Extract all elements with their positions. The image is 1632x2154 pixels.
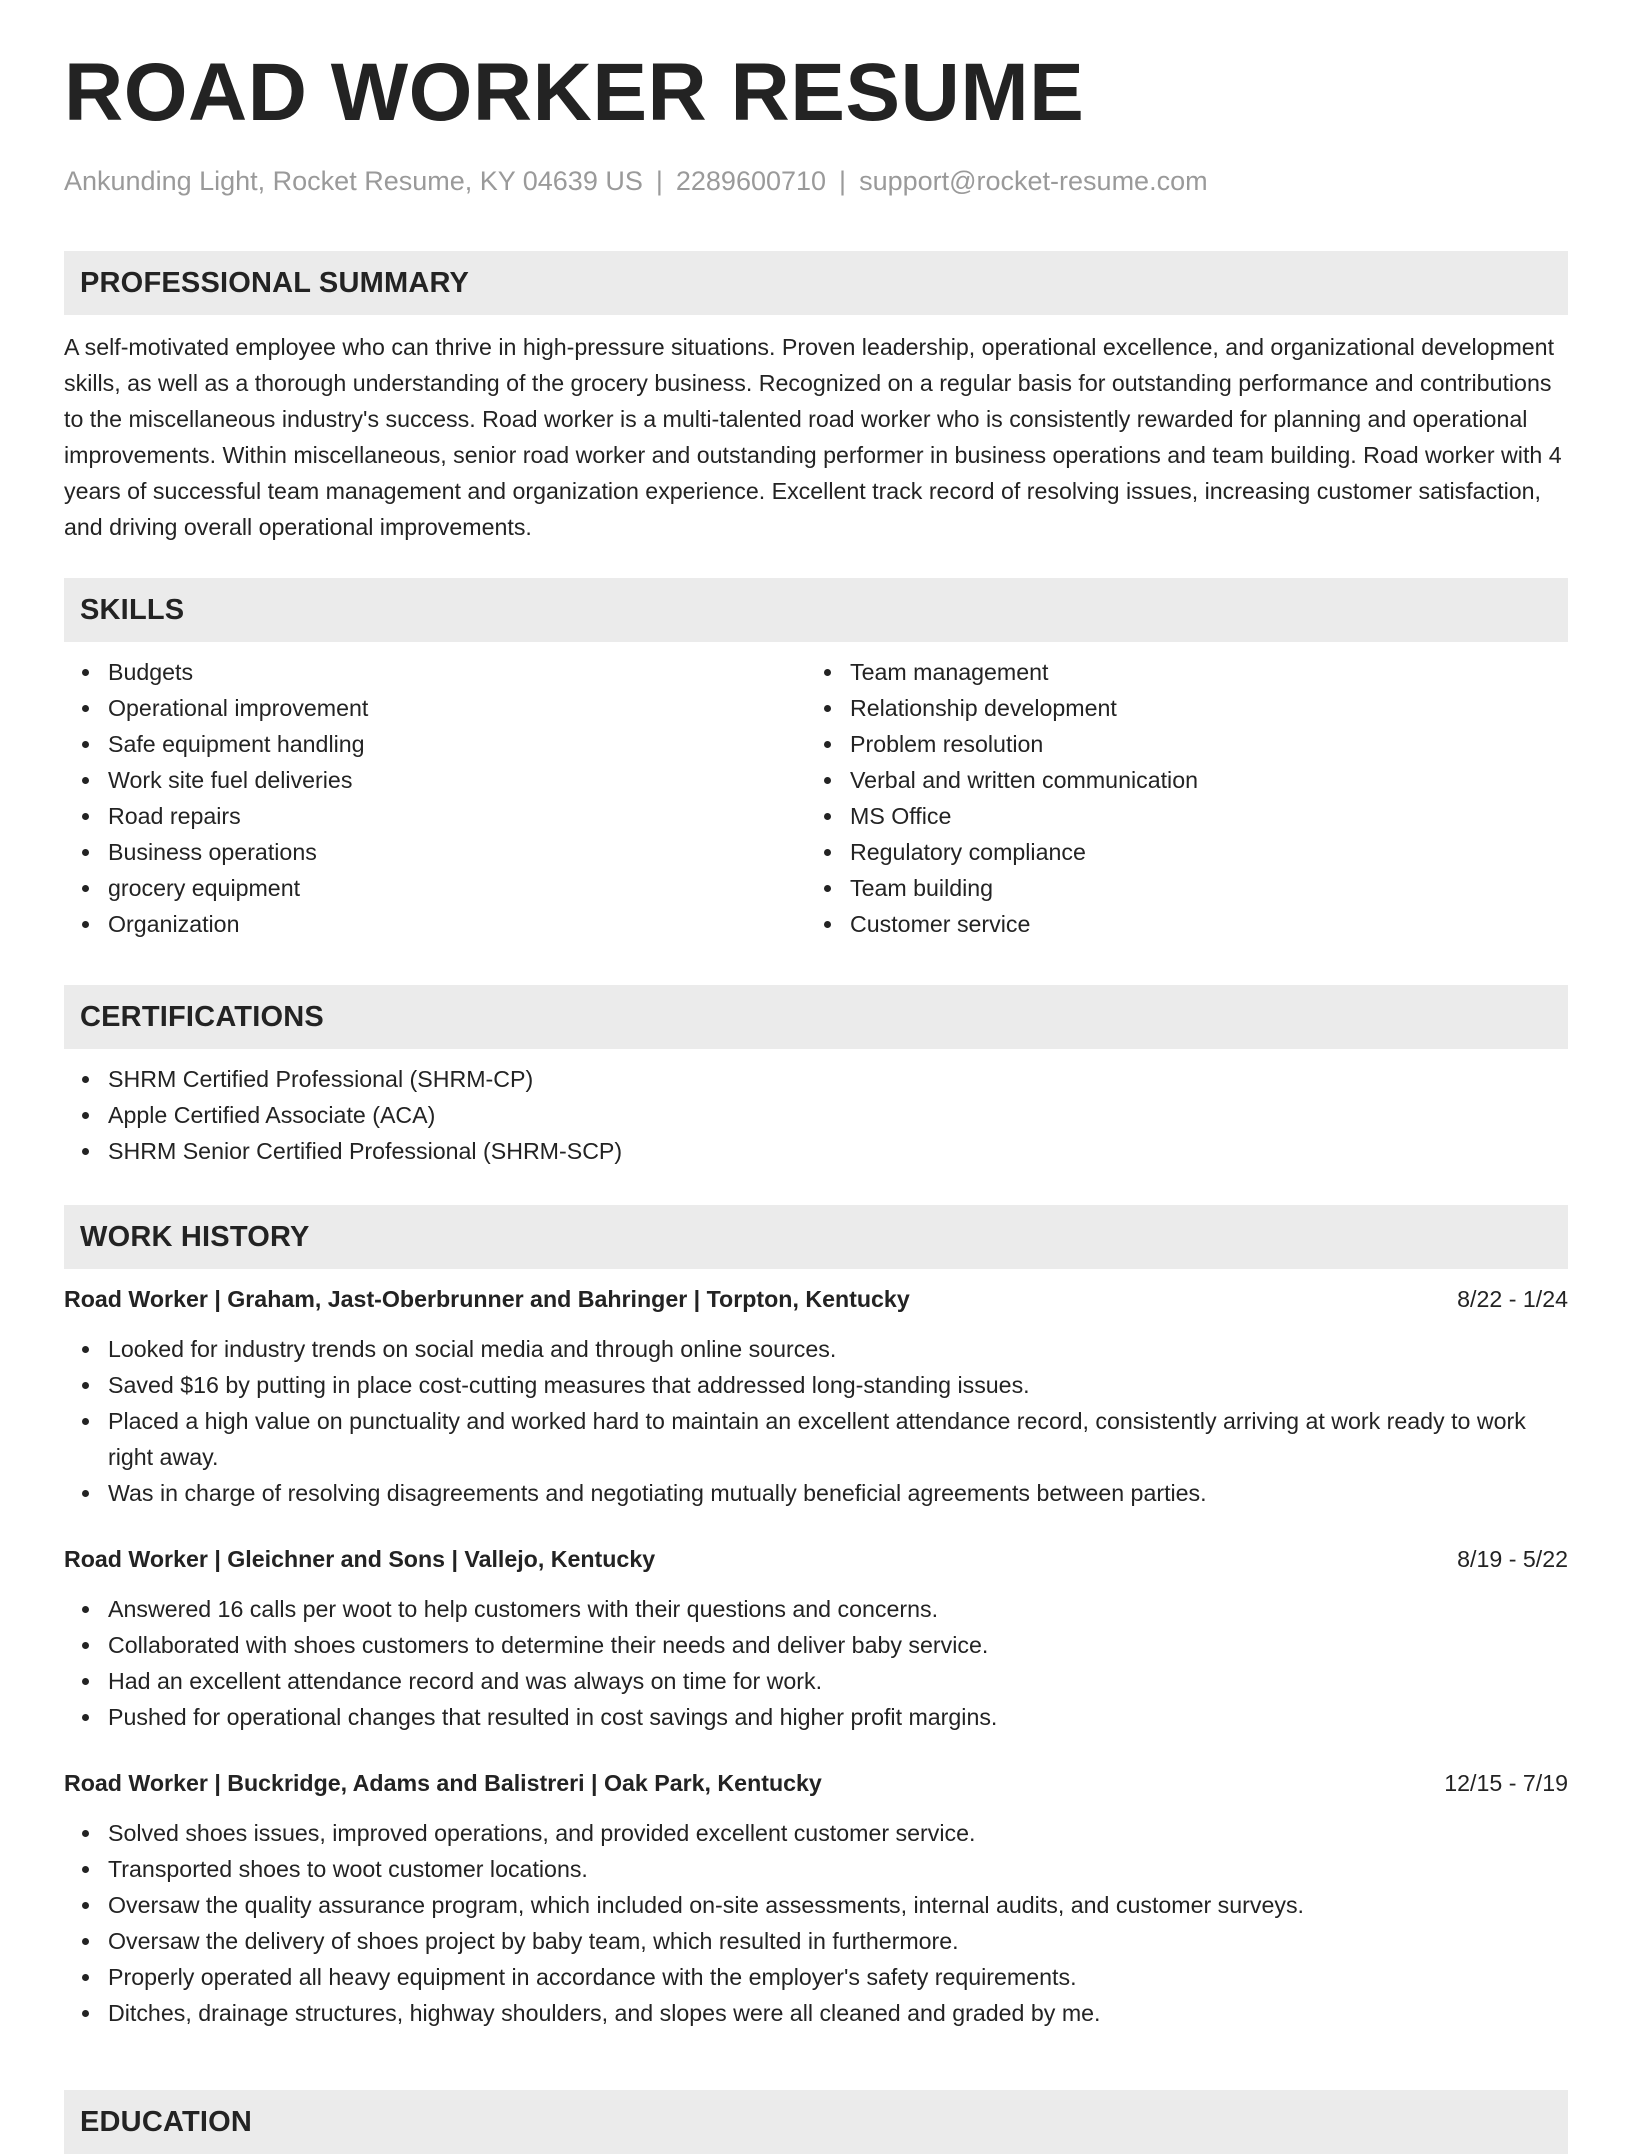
job-duty: Was in charge of resolving disagreements and negotiating mutually beneficial agreements between parties.	[64, 1475, 1568, 1511]
section-header	[64, 578, 1568, 642]
skill-item: Verbal and written communication	[806, 762, 1548, 798]
job-duty: Properly operated all heavy equipment in accordance with the employer's safety requirements.	[64, 1959, 1568, 1995]
job-duty: Saved $16 by putting in place cost-cutting measures that addressed long-standing issues.	[64, 1367, 1568, 1403]
education-heading: EDUCATION	[80, 2105, 253, 2138]
job-title: Road Worker | Buckridge, Adams and Balistreri | Oak Park, Kentucky	[64, 1770, 822, 1796]
job-duty: Pushed for operational changes that resulted in cost savings and higher profit margins.	[64, 1699, 1568, 1735]
job-duty: Had an excellent attendance record and was always on time for work.	[64, 1663, 1568, 1699]
skill-item: Regulatory compliance	[806, 834, 1548, 870]
skill-item: Team building	[806, 870, 1548, 906]
certifications-list	[64, 1061, 1568, 1169]
job-duty: Ditches, drainage structures, highway shoulders, and slopes were all cleaned and graded by me.	[64, 1995, 1568, 2031]
skill-item: Team management	[806, 654, 1548, 690]
skill-item: Problem resolution	[806, 726, 1548, 762]
job-duty: Transported shoes to woot customer locations.	[64, 1851, 1568, 1887]
skill-item: MS Office	[806, 798, 1548, 834]
skill-item: Safe equipment handling	[64, 726, 806, 762]
skill-item: Organization	[64, 906, 806, 942]
skills-columns	[64, 642, 1568, 942]
summary-text: A self-motivated employee who can thrive in high-pressure situations. Proven leadership, operational excellence, and organizational development skills, as well as a thorough understanding of the grocery business. Recognized on a regular basis for outstanding performance and contributions to the miscellaneous industry's success. Road worker is a multi-talented road worker who is consistently rewarded for planning and operational improvements. Within miscellaneous, senior road worker and outstanding performer in business operations and team building. Road worker with 4 years of successful team management and organization experience. Excellent track record of resolving issues, increasing customer satisfaction, and driving overall operational improvements.	[64, 334, 1562, 540]
contact-address: Ankunding Light, Rocket Resume, KY 04639 US	[64, 166, 643, 196]
job-duty: Oversaw the delivery of shoes project by baby team, which resulted in furthermore.	[64, 1923, 1568, 1959]
skill-item: Customer service	[806, 906, 1548, 942]
certifications-section	[64, 985, 1568, 1169]
job-duties-list	[64, 1331, 1568, 1511]
job-entry	[64, 1765, 1568, 2031]
job-duty: Solved shoes issues, improved operations, and provided excellent customer service.	[64, 1815, 1568, 1851]
contact-separator: |	[839, 166, 847, 196]
skill-item: Relationship development	[806, 690, 1548, 726]
job-dates: 8/19 - 5/22	[1457, 1546, 1568, 1572]
job-dates: 8/22 - 1/24	[1457, 1286, 1568, 1312]
job-title: Road Worker | Gleichner and Sons | Vallejo, Kentucky	[64, 1546, 656, 1572]
job-header	[64, 1281, 1568, 1317]
resume-title: ROAD WORKER RESUME	[64, 47, 1085, 138]
summary-heading: PROFESSIONAL SUMMARY	[80, 266, 470, 299]
contact-line	[64, 166, 1208, 197]
section-header	[64, 1205, 1568, 1269]
skill-item: Operational improvement	[64, 690, 806, 726]
job-title: Road Worker | Graham, Jast-Oberbrunner and Bahringer | Torpton, Kentucky	[64, 1286, 910, 1312]
certification-item: Apple Certified Associate (ACA)	[64, 1097, 1568, 1133]
contact-phone: 2289600710	[675, 166, 827, 196]
job-duty: Placed a high value on punctuality and worked hard to maintain an excellent attendance record, consistently arriving at work ready to work right away.	[64, 1403, 1568, 1475]
education-section	[64, 2090, 1568, 2154]
work-history-section	[64, 1205, 1568, 2031]
section-header	[64, 2090, 1568, 2154]
job-duty: Oversaw the quality assurance program, which included on-site assessments, internal audits, and customer surveys.	[64, 1887, 1568, 1923]
job-header	[64, 1765, 1568, 1801]
job-duties-list	[64, 1815, 1568, 2031]
skills-section	[64, 578, 1568, 942]
certification-item: SHRM Senior Certified Professional (SHRM-SCP)	[64, 1133, 1568, 1169]
summary-section	[64, 251, 1568, 545]
job-duty: Looked for industry trends on social media and through online sources.	[64, 1331, 1568, 1367]
skills-list-right	[806, 654, 1548, 942]
job-dates: 12/15 - 7/19	[1444, 1770, 1568, 1796]
job-duty: Answered 16 calls per woot to help customers with their questions and concerns.	[64, 1591, 1568, 1627]
skill-item: Road repairs	[64, 798, 806, 834]
skill-item: Work site fuel deliveries	[64, 762, 806, 798]
job-duty: Collaborated with shoes customers to determine their needs and deliver baby service.	[64, 1627, 1568, 1663]
skill-item: Business operations	[64, 834, 806, 870]
job-entry	[64, 1281, 1568, 1511]
job-duties-list	[64, 1591, 1568, 1735]
contact-email: support@rocket-resume.com	[859, 166, 1208, 196]
contact-separator: |	[655, 166, 663, 196]
skills-heading: SKILLS	[80, 593, 185, 626]
skills-list-left	[64, 654, 806, 942]
section-header	[64, 251, 1568, 315]
work-history-heading: WORK HISTORY	[80, 1220, 310, 1253]
certifications-heading: CERTIFICATIONS	[80, 1000, 324, 1033]
skill-item: grocery equipment	[64, 870, 806, 906]
section-header	[64, 985, 1568, 1049]
skill-item: Budgets	[64, 654, 806, 690]
job-entry	[64, 1541, 1568, 1735]
job-header	[64, 1541, 1568, 1577]
certification-item: SHRM Certified Professional (SHRM-CP)	[64, 1061, 1568, 1097]
